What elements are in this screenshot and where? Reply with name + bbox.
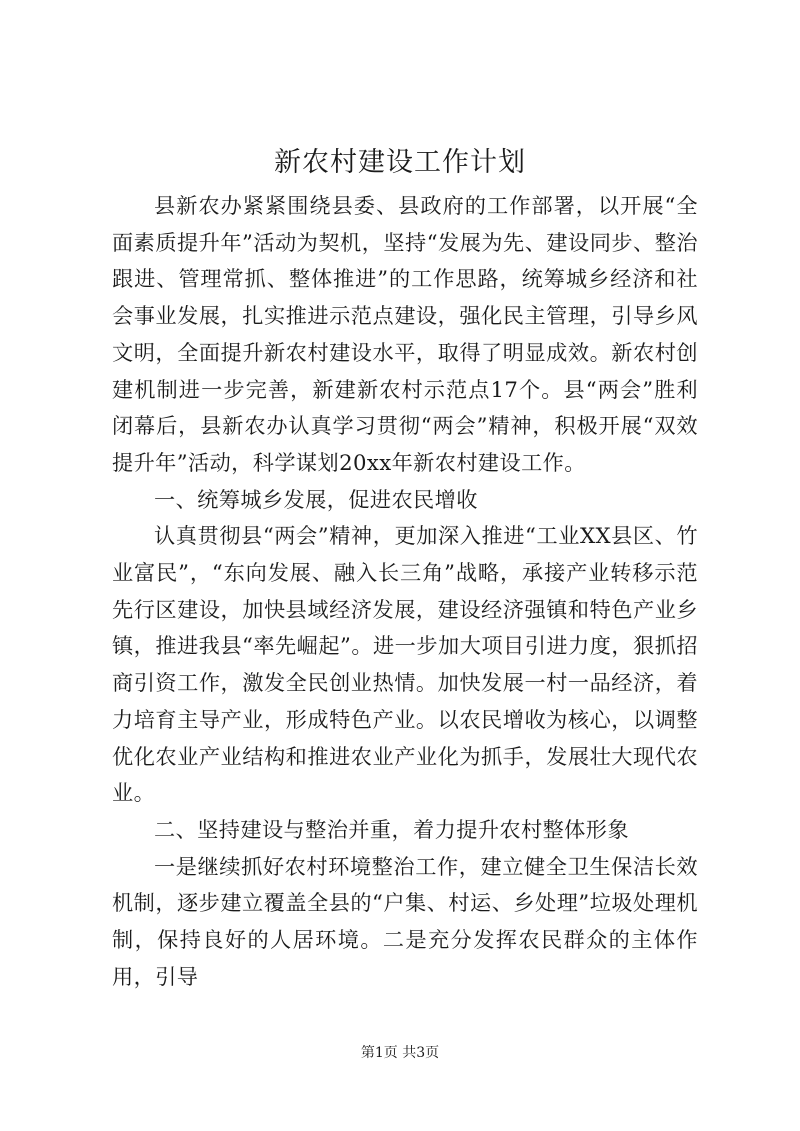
document-body — [112, 188, 698, 995]
paragraph-section-2: 一是继续抓好农村环境整治工作，建立健全卫生保洁长效机制，逐步建立覆盖全县的“户集、村运、乡处理”垃圾处理机制，保持良好的人居环境。二是充分发挥农民群众的主体作用，引导 — [112, 853, 698, 989]
document-title: 新农村建设工作计划 — [274, 147, 526, 178]
section-heading-2: 二、坚持建设与整治并重，着力提升农村整体形象 — [154, 816, 629, 842]
section-heading-1: 一、统筹城乡发展，促进农民增收 — [154, 486, 478, 512]
paragraph-section-1: 认真贯彻县“两会”精神，更加深入推进“工业XX县区、竹业富民”，“东向发展、融入长三角”战略，承接产业转移示范先行区建设，加快县域经济发展，建设经济强镇和特色产业乡镇，推进我县“率先崛起”。进一步加大项目引进力度，狠抓招商引资工作，激发全民创业热情。加快发展一村一品经济，着力培育主导产业，形成特色产业。以农民增收为核心，以调整优化农业产业结构和推进农业产业化为抓手，发展壮大现代农业。 — [112, 523, 698, 806]
page-number-footer: 第1页 共3页 — [360, 1045, 440, 1061]
paragraph-intro: 县新农办紧紧围绕县委、县政府的工作部署，以开展“全面素质提升年”活动为契机，坚持“发展为先、建设同步、整治跟进、管理常抓、整体推进”的工作思路，统筹城乡经济和社会事业发展，扎实推进示范点建设，强化民主管理，引导乡风文明，全面提升新农村建设水平，取得了明显成效。新农村创建机制进一步完善，新建新农村示范点17个。县“两会”胜利闭幕后，县新农办认真学习贯彻“两会”精神，积极开展“双效提升年”活动，科学谋划20xx年新农村建设工作。 — [112, 193, 698, 475]
